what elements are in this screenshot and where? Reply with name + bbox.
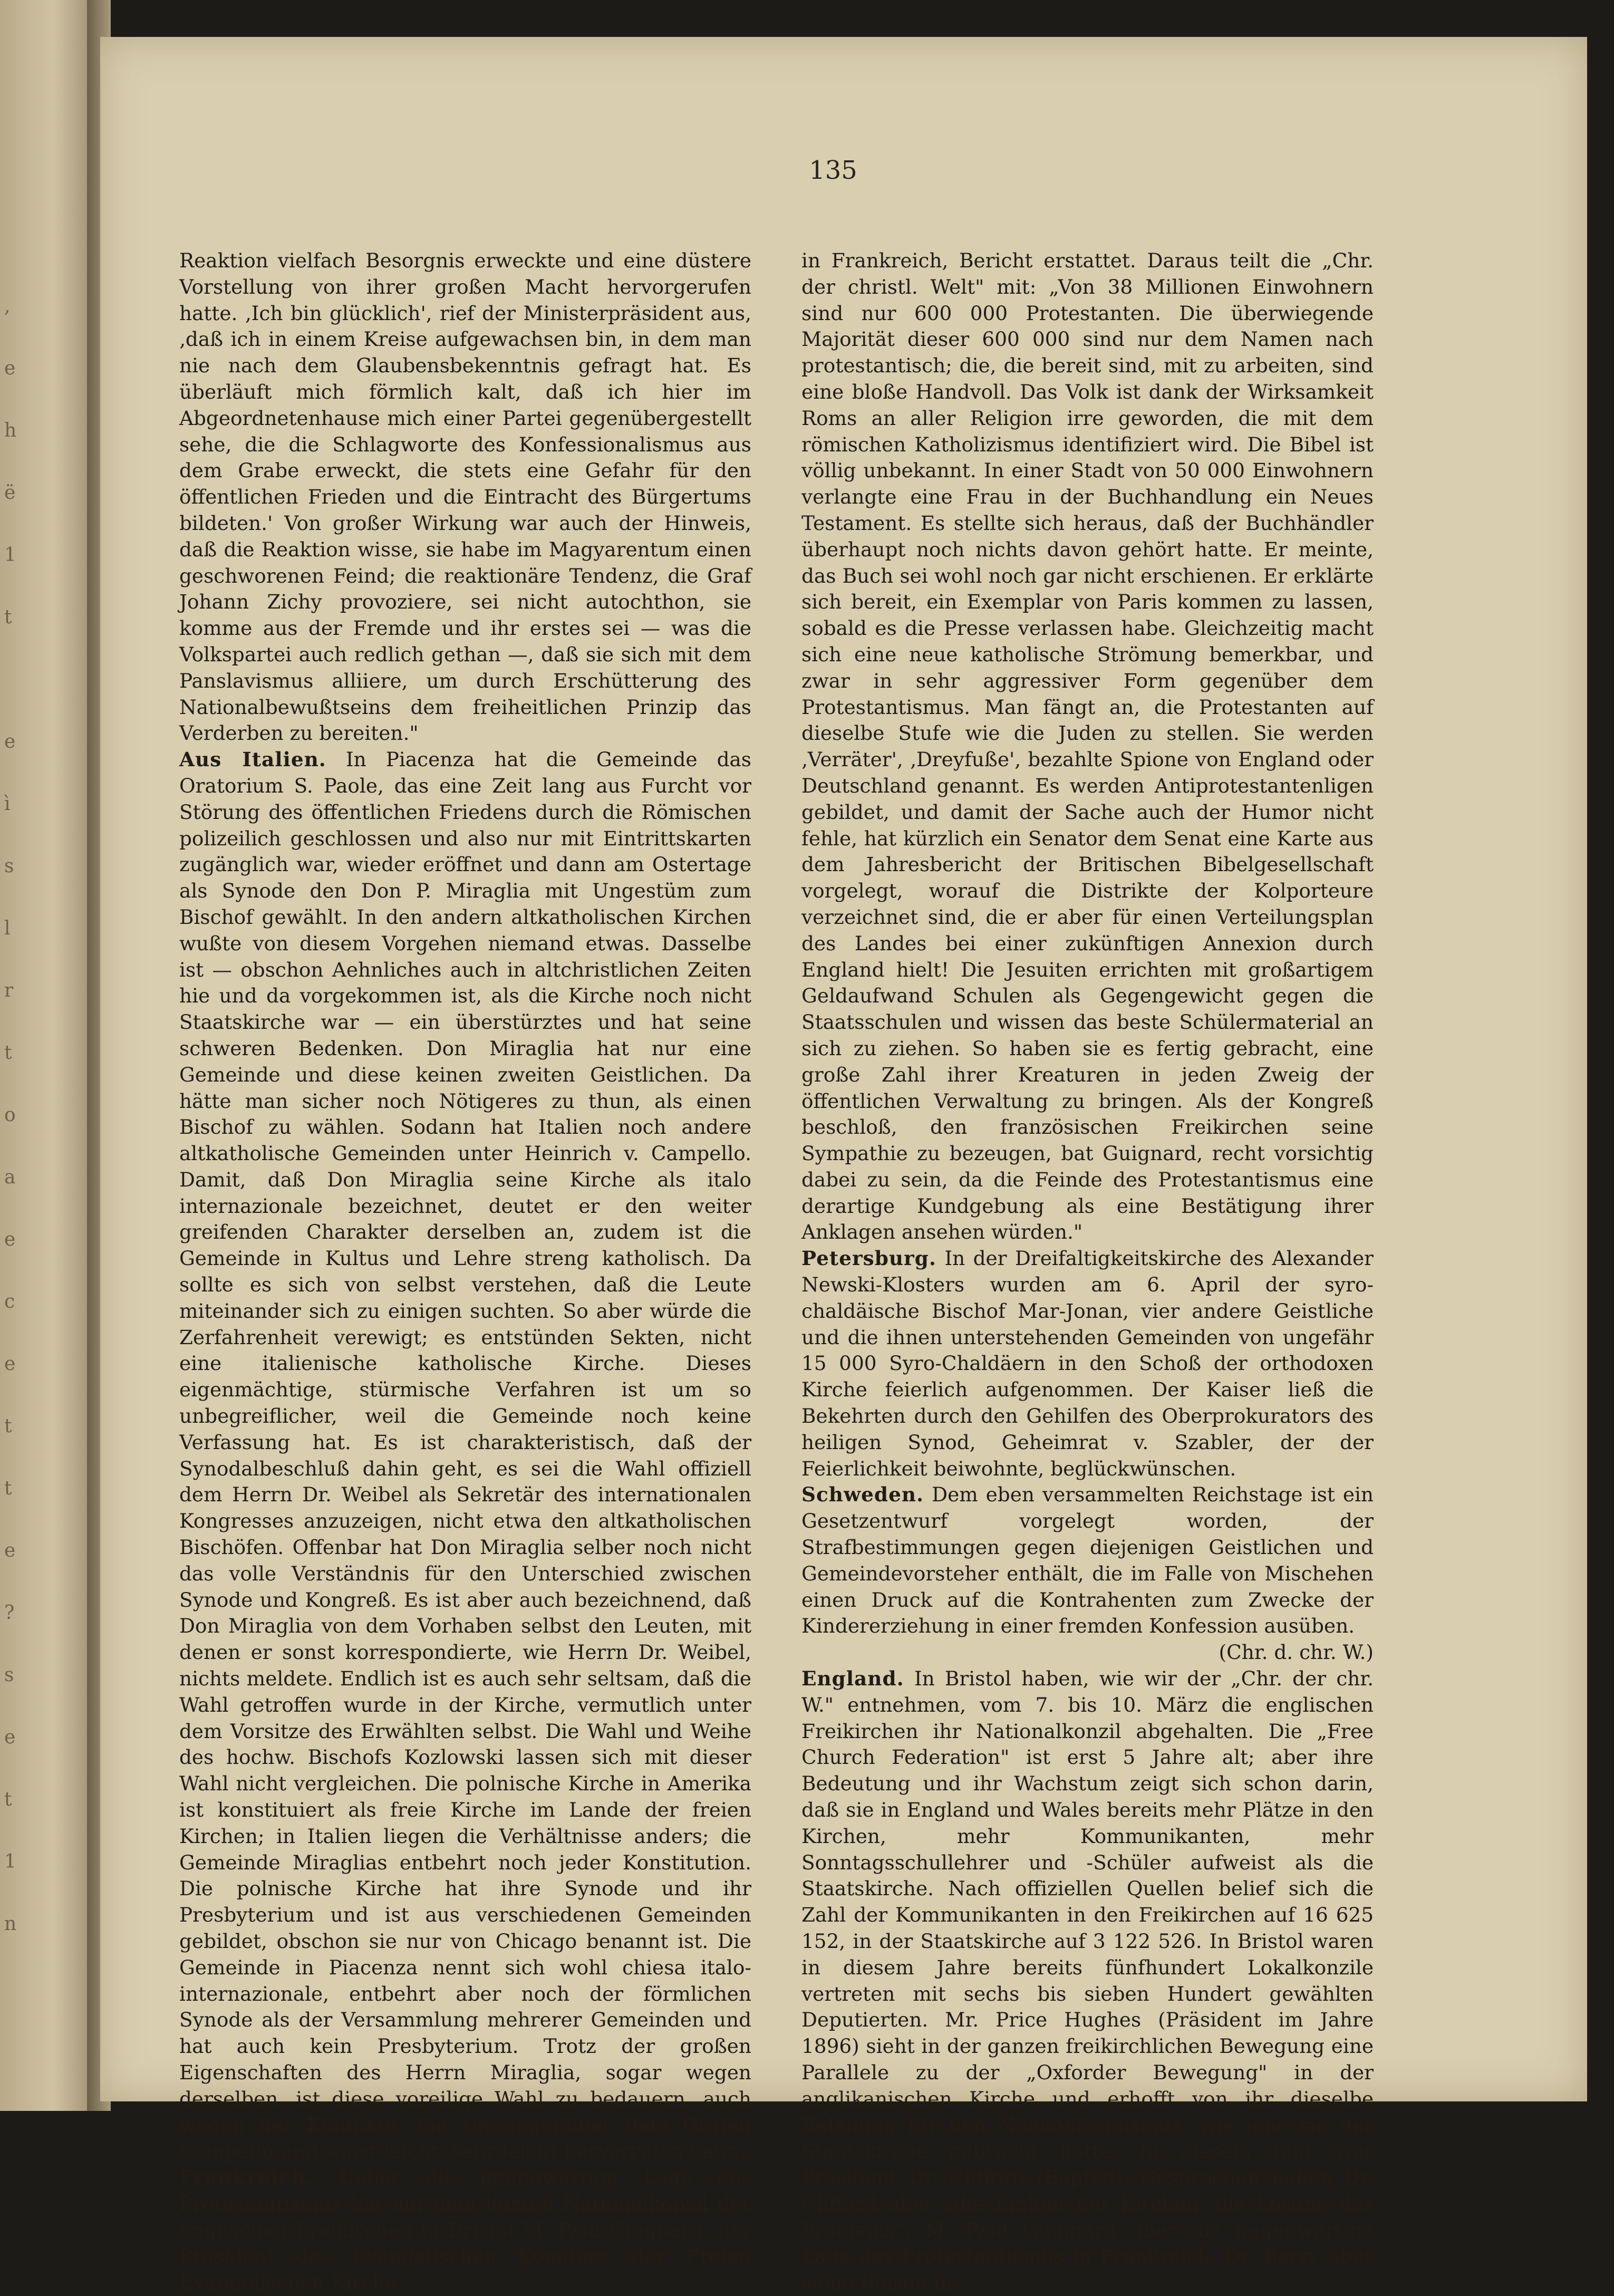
margin-fragment: t <box>4 1478 12 1499</box>
article-section <box>801 1482 1374 1666</box>
section-body: In der Dreifaltigkeitskirche des Alexander Newski-Klosters wurden am 6. April der syro-chaldäische Bischof Mar-Jonan, vier andere Geistliche und die ihnen unterstehenden Gemeinden von ungefähr 15 000 Syro-Chaldäern in den Schoß der orthodoxen Kirche feierlich aufgenommen. Der Kaiser ließ die Bekehrten durch den Gehilfen des Oberprokurators des heiligen Synod, Geheimrat v. Szabler, der der Feierlichkeit beiwohnte, beglückwünschen. <box>801 1247 1374 1480</box>
margin-fragment: e <box>4 358 16 379</box>
margin-fragment: e <box>4 1540 16 1561</box>
margin-fragment: 1 <box>4 544 16 566</box>
previous-page-edge <box>0 0 98 2111</box>
section-heading: Aus Italien. <box>179 748 326 771</box>
page-number: 135 <box>809 156 857 185</box>
margin-fragment: t <box>4 1789 12 1810</box>
left-column <box>179 248 751 2296</box>
section-body: Reaktion vielfach Besorgnis erweckte und eine düstere Vorstellung von ihrer großen Macht hervorgerufen hatte. ‚Ich bin glücklich', rief der Ministerpräsident aus, ‚daß ich in einem Kreise aufgewachsen bin, in dem man nie nach dem Glaubensbekenntnis gefragt hat. Es überläuft mich förmlich kalt, daß ich hier im Abgeordnetenhause mich einer Partei gegenübergestellt sehe, die die Schlagworte des Konfessionalismus aus dem Grabe erweckt, die stets eine Gefahr für den öffentlichen Frieden und die Eintracht des Bürgertums bildeten.' Von großer Wirkung war auch der Hinweis, daß die Reaktion wisse, sie habe im Magyarentum einen geschworenen Feind; die reaktionäre Tendenz, die Graf Johann Zichy provoziere, sei nicht autochthon, sie komme aus der Fremde und ihr erstes sei — was die Volkspartei auch redlich gethan —, daß sie sich mit dem Panslavismus alliiere, um durch Erschütterung des Nationalbewußtseins dem freiheitlichen Prinzip das Verderben zu bereiten." <box>179 249 751 745</box>
margin-fragment: e <box>4 1353 16 1375</box>
section-heading: England. <box>801 1667 904 1691</box>
section-body: In Bristol haben, wie wir der „Chr. der chr. W." entnehmen, vom 7. bis 10. März die englischen Freikirchen ihr Nationalkonzil abgehalten. Die „Free Church Federation" ist erst 5 Jahre alt; aber ihre Bedeutung und ihr Wachstum zeigt sich schon darin, daß sie in England und Wales bereits mehr Plätze in den Kirchen, mehr Kommunikanten, mehr Sonntagsschullehrer und -Schüler aufweist als die Staatskirche. Nach offiziellen Quellen belief sich die Zahl der Kommunikanten in den Freikirchen auf 16 625 152, in der Staatskirche auf 3 122 526. In Bristol waren in diesem Jahre bereits fünfhundert Lokalkonzile vertreten mit sechs bis sieben Hundert gewählten Deputierten. Mr. Price Hughes (Präsident im Jahre 1896) sieht in der ganzen freikirchlichen Bewegung eine Parallele zu der „Oxforder Bewegung" in der anglikanischen Kirche und erhofft von ihr dieselbe Belebung für den Nonkonformismus, wie jene sie der Staatskirche gebracht hatte. In diesem Jahr war Präsident Dr. Clifford (Baptist). Gesprochen haben Dr. Clifford über „die Einheit der Kirchen: die Lösung des Problems", M. Paul Guignard über die gegenwärtige Lage des Protestantismus in Frankreich, Dr. Berry über seine Reisen in <box>801 1667 1374 2294</box>
margin-fragment: t <box>4 1415 12 1437</box>
margin-fragment: a <box>4 1166 16 1188</box>
margin-fragment: t <box>4 606 12 628</box>
section-heading: Frankreich. <box>179 2166 314 2189</box>
section-body: Ueber die gegenwärtige Lage des Protestantismus hat auf dem letzten Nationalkonzil der englischen Freikirchen in Bristol M. Paul Guignard, der Präsident des Evangelischen Komitees der Freien Evangelischen Kirche <box>179 2166 752 2294</box>
margin-fragment: , <box>4 295 11 317</box>
section-body: Dem eben versammelten Reichstage ist ein Gesetzentwurf vorgelegt worden, der Strafbestimmungen gegen diejenigen Geistlichen und Gemeindevorsteher enthält, die im Falle von Mischehen einen Druck auf die Kontrahenten zum Zwecke der Kindererziehung in einer fremden Konfession ausüben. <box>801 1483 1374 1638</box>
margin-fragment: e <box>4 731 16 753</box>
article-section <box>179 747 751 2165</box>
article-section <box>179 2165 751 2296</box>
article-paragraph <box>179 248 751 747</box>
margin-fragment: e <box>4 1726 16 1748</box>
margin-fragment: ? <box>4 1602 15 1624</box>
source-citation: (Chr. d. chr. W.) <box>1219 1641 1374 1664</box>
margin-fragment: r <box>4 980 14 1001</box>
margin-fragment: t <box>4 1042 12 1064</box>
article-section <box>801 1246 1374 1482</box>
margin-fragment: s <box>4 855 14 877</box>
margin-fragment: l <box>4 918 11 939</box>
article-section <box>801 1666 1374 2296</box>
margin-fragment: s <box>4 1664 14 1686</box>
section-heading: Schweden. <box>801 1483 924 1507</box>
section-body: in Frankreich, Bericht erstattet. Daraus teilt die „Chr. der christl. Welt" mit: „Von 38 Millionen Einwohnern sind nur 600 000 Protestanten. Die überwiegende Majorität dieser 600 000 sind nur dem Namen nach protestantisch; die, die bereit sind, mit zu arbeiten, sind eine bloße Handvoll. Das Volk ist dank der Wirksamkeit Roms an aller Religion irre geworden, die mit dem römischen Katholizismus identifiziert wird. Die Bibel ist völlig unbekannt. In einer Stadt von 50 000 Einwohnern verlangte eine Frau in der Buchhandlung ein Neues Testament. Es stellte sich heraus, daß der Buchhändler überhaupt noch nichts davon gehört hatte. Er meinte, das Buch sei wohl noch gar nicht erschienen. Er erklärte sich bereit, ein Exemplar von Paris kommen zu lassen, sobald es die Presse verlassen habe. Gleichzeitig macht sich eine neue katholische Strömung bemerkbar, und zwar in sehr aggressiver Form gegenüber dem Protestantismus. Man fängt an, die Protestanten auf dieselbe Stufe wie die Juden zu stellen. Sie werden ‚Verräter', ‚Dreyfuße', bezahlte Spione von England oder Deutschland genannt. Es werden Antiprotestantenligen gebildet, und damit der Sache auch der Humor nicht fehle, hat kürzlich ein Senator dem Senat eine Karte aus dem Jahresbericht der Britischen Bibelgesellschaft vorgelegt, worauf die Distrikte der Kolporteure verzeichnet sind, die er aber für einen Verteilungsplan des Landes bei einer zukünftigen Annexion durch England hielt! Die Jesuiten errichten mit großartigem Geldaufwand Schulen als Gegengewicht gegen die Staatsschulen und wissen das beste Schülermaterial an sich zu ziehen. So haben sie es fertig gebracht, eine große Zahl ihrer Kreaturen in jeden Zweig der öffentlichen Verwaltung zu bringen. Als der Kongreß beschloß, den französischen Freikirchen seine Sympathie zu bezeugen, bat Guignard, recht vorsichtig dabei zu sein, da die Feinde des Protestantismus eine derartige Kundgebung als eine Bestätigung ihrer Anklagen ansehen würden." <box>801 249 1374 1244</box>
section-heading: Petersburg. <box>801 1247 936 1270</box>
margin-fragment: o <box>4 1104 16 1126</box>
margin-fragment: ì <box>4 793 11 815</box>
margin-fragment: e <box>4 1229 16 1250</box>
article-paragraph <box>801 248 1374 1246</box>
margin-fragment: ë <box>4 482 16 504</box>
margin-fragment: n <box>4 1913 17 1935</box>
right-column <box>801 248 1374 2296</box>
margin-fragment: h <box>4 420 17 441</box>
margin-fragment: 1 <box>4 1851 16 1873</box>
section-body: In Piacenza hat die Gemeinde das Oratorium S. Paole, das eine Zeit lang aus Furcht vor Störung des öffentlichen Friedens durch die Römischen polizeilich geschlossen und also nur mit Eintrittskarten zugänglich war, wieder eröffnet und dann am Ostertage als Synode den Don P. Miraglia mit Ungestüm zum Bischof gewählt. In den andern altkatholischen Kirchen wußte von diesem Vorgehen niemand etwas. Dasselbe ist — obschon Aehnliches auch in altchristlichen Zeiten hie und da vorgekommen ist, als die Kirche noch nicht Staatskirche war — ein überstürztes und hat seine schweren Bedenken. Don Miraglia hat nur eine Gemeinde und diese keinen zweiten Geistlichen. Da hätte man sicher noch Nötigeres zu thun, als einen Bischof zu wählen. Sodann hat Italien noch andere altkatholische Gemeinden unter Heinrich v. Campello. Damit, daß Don Miraglia seine Kirche als italo internazionale bezeichnet, deutet er den weiter greifenden Charakter derselben an, zudem ist die Gemeinde in Kultus und Lehre streng katholisch. Da sollte es sich von selbst verstehen, daß die Leute miteinander sich zu einigen suchten. So aber würde die Zerfahrenheit verewigt; es entstünden Sekten, nicht eine italienische katholische Kirche. Dieses eigenmächtige, stürmische Verfahren ist um so unbegreiflicher, weil die Gemeinde noch keine Verfassung hat. Es ist charakteristisch, daß der Synodalbeschluß dahin geht, es sei die Wahl offiziell dem Herrn Dr. Weibel als Sekretär des internationalen Kongresses anzuzeigen, nicht etwa den altkatholischen Bischöfen. Offenbar hat Don Miraglia selber noch nicht das volle Verständnis für den Unterschied zwischen Synode und Kongreß. Es ist aber auch bezeichnend, daß Don Miraglia von dem Vorhaben selbst den Leuten, mit denen er sonst korrespondierte, wie Herrn Dr. Weibel, nichts meldete. Endlich ist es auch sehr seltsam, daß die Wahl getroffen wurde in der Kirche, vermutlich unter dem Vorsitze des Erwählten selbst. Die Wahl und Weihe des hochw. Bischofs Kozlowski lassen sich mit dieser Wahl nicht vergleichen. Die polnische Kirche in Amerika ist konstituiert als freie Kirche im Lande der freien Kirchen; in Italien liegen die Verhältnisse anders; die Gemeinde Miraglias entbehrt noch jeder Konstitution. Die polnische Kirche hat ihre Synode und ihr Presbyterium und ist aus verschiedenen Gemeinden gebildet, obschon sie nur von Chicago benannt ist. Die Gemeinde in Piacenza nennt sich wohl chiesa italo-internazionale, entbehrt aber noch der förmlichen Synode als der Versammlung mehrerer Gemeinden und hat auch kein Presbyterium. Trotz der großen Eigenschaften des Herrn Miraglia, sogar wegen derselben, ist diese voreilige Wahl zu bedauern, auch wegen der Konflikte, die sie gegenüber dem Grafen Campello und sonst leicht, sehr leicht hervorrufen kann. <box>179 748 751 2163</box>
document-page <box>100 37 1587 2294</box>
margin-fragment: c <box>4 1291 15 1313</box>
